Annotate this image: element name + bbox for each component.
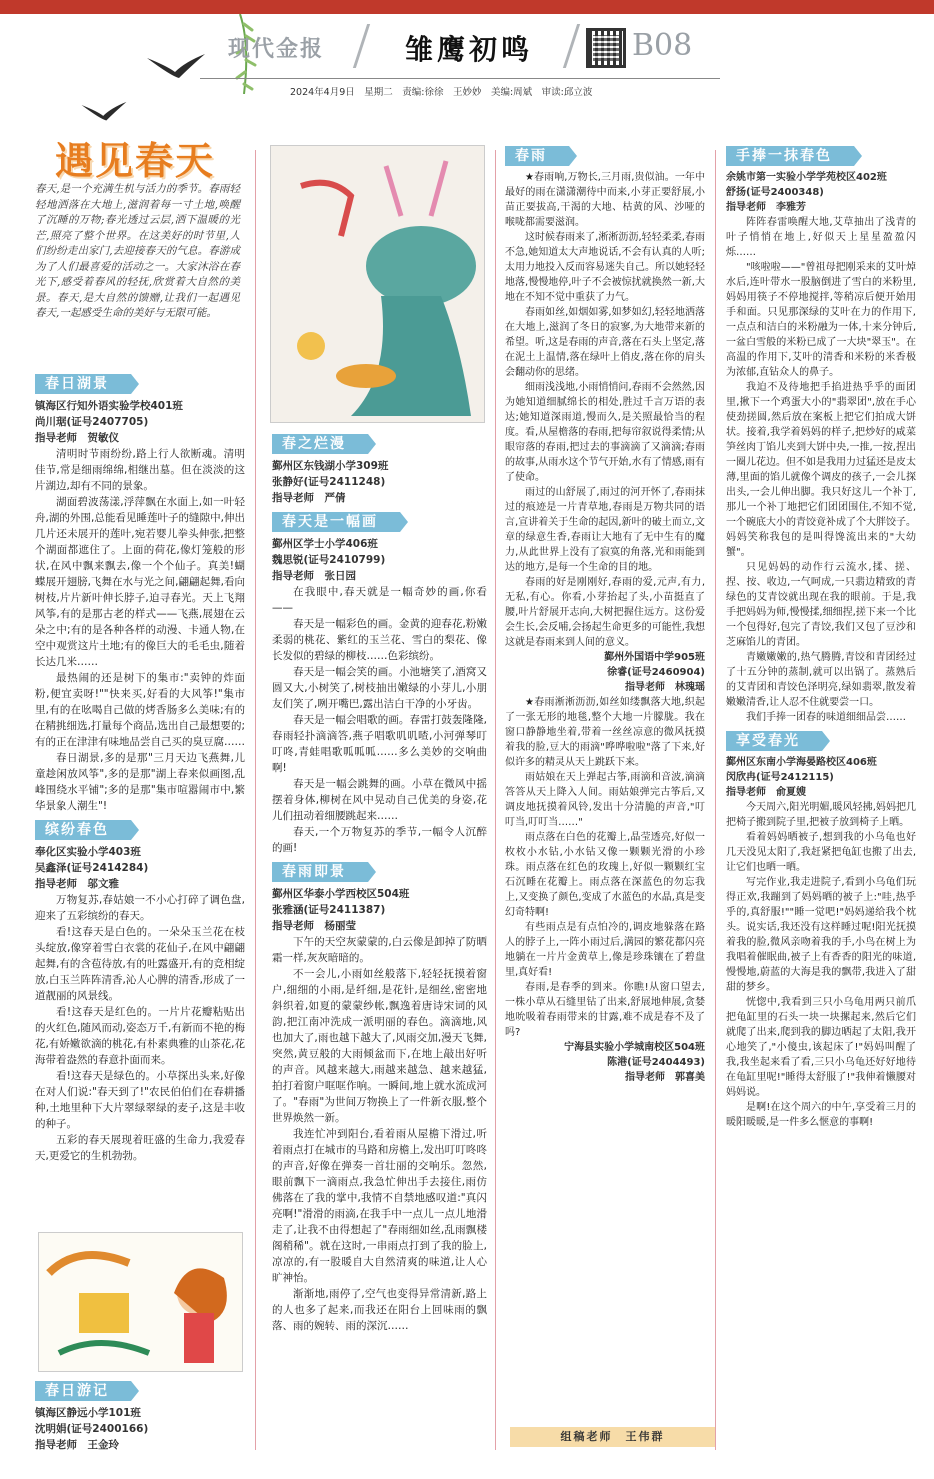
teacher: 指导老师 李雅芳 bbox=[726, 202, 806, 213]
paragraph: 春雨,是春季的到来。你瞧!从窗口望去,一株小草从石缝里钻了出来,舒展地伸展,贪婪地吮吸着春雨带来的甘露,难不成是春不及了吗? bbox=[505, 982, 705, 1038]
paragraph: 渐渐地,雨停了,空气也变得异常清新,路上的人也多了起来,而我还在阳台上回味雨的飘落、雨的婉转、雨的深沉…… bbox=[272, 1288, 487, 1332]
paragraph: 春天是一幅彩色的画。金黄的迎春花,粉嫩柔弱的桃花、紫红的玉兰花、雪白的梨花、像长发似的碧绿的柳枝……色彩缤纷。 bbox=[272, 618, 487, 662]
column-1 bbox=[35, 368, 245, 1164]
section-tag: 享受春光 bbox=[726, 731, 822, 751]
masthead-rule bbox=[200, 78, 720, 79]
teacher: 指导老师 邬文雅 bbox=[35, 878, 119, 890]
section-tag: 手捧一抹春色 bbox=[726, 146, 854, 166]
paragraph: ★春雨响,万物长,三月雨,贵似油。一年中最好的雨在潇潇潮待中而来,小芽正要舒展,小苗正要拔高,干渴的大地、枯黄的风、沙哑的喉咙都需要滋润。 bbox=[505, 172, 705, 228]
section-tag: 缤纷春色 bbox=[35, 820, 131, 840]
column-2 bbox=[272, 428, 487, 1334]
paragraph: 这时候春雨来了,淅淅沥沥,轻轻柔柔,春雨不急,她知道太大声地说话,不会有认真的人听;太用力地投入反而容易迷失自己。所以她轻轻地落,慢慢地停,叶子不会被惊扰就换然一新,大地在不知不觉中重获了力气。 bbox=[505, 232, 705, 303]
section-tag: 春雨即景 bbox=[272, 862, 368, 882]
school: 镇海区静远小学101班 bbox=[35, 1407, 141, 1419]
paragraph: 春天是一幅会笑的画。小池塘笑了,酒窝又圆又大,小树笑了,树枝抽出嫩绿的小芽儿,小朋友们笑了,咧开嘴巴,露出洁白干净的小牙齿。 bbox=[272, 666, 487, 710]
masthead bbox=[200, 22, 720, 74]
paragraph: 青嫩嫩嫩的,热气腾腾,青饺和青团经过了十五分钟的蒸制,就可以出锅了。蒸熟后的艾青团和青饺色泽明亮,绿如翡翠,散发着嫩嫩清香,让人忍不住就要尝一口。 bbox=[726, 652, 916, 708]
paragraph: 春天,一个万物复苏的季节,一幅令人沉醉的画! bbox=[272, 826, 487, 854]
column-divider bbox=[255, 150, 256, 1450]
paragraph: 细雨浅浅地,小雨悄悄问,春雨不会然然,因为她知道细腻绵长的相处,胜过千言万语的表达;她知道深雨道,慢而久,是关照最恰当的程度。看,从屋檐落的春雨,把每帘叙说得柔情;从眼帘落的春雨,把过去的事滴滴了又滴滴;春雨的故事,从雨水这个节气开始,水有了情感,雨有了使命。 bbox=[505, 382, 705, 483]
paragraph: 写完作业,我走进院子,看到小乌龟们玩得正欢,我蹦到了妈妈晒的被子上:"哇,热乎乎的,真舒服!""睡一觉吧!"妈妈递给我个枕头。说实话,我还没有这样睡过呢!阳光抚摸着我的脸,微风亲吻着我的手,小鸟在树上为我唱着催眠曲,被子上有香香的阳光的味道,慢慢地,蔚蓝的大海是我的飘带,我进入了甜甜的梦乡。 bbox=[726, 877, 916, 993]
signature-school: 鄞州外国语中学905班 bbox=[604, 652, 705, 663]
section-tag: 春天是一幅画 bbox=[272, 512, 400, 532]
paragraph: 看!这春天是红色的。一片片花瓣粘贴出的火红色,随风而动,姿态万千,有新而不艳的梅花,有娇嫩欲滴的桃花,有朴素典雅的山茶花,花海带着盎然的春意扑面而来。 bbox=[35, 1006, 245, 1066]
paragraph: 我连忙冲到阳台,看着雨从屋檐下滑过,听着雨点打在城市的马路和房檐上,发出叮叮咚咚的声音,好像在弹奏一首壮丽的交响乐。忽然,眼前飘下一滴雨点,我急忙伸出手去接住,雨仿佛落在了我的掌中,我情不自禁地感叹道:"真闪亮啊!"滑滑的雨滴,在我手中一点儿一点儿地滑走了,让我不由得想起了"春雨细如丝,乱雨飘楼阁稍稀"。就在这时,一串雨点打到了我的脸上,凉凉的,有一股暖自大自然清爽的味道,让人心旷神怡。 bbox=[272, 1128, 487, 1284]
paragraph: 恍惚中,我看到三只小乌龟用两只前爪把龟缸里的石头一块一块摞起来,然后它们就爬了出来,爬到我的脚边晒起了太阳,我开心地笑了,"小傻虫,该起床了!"妈妈叫醒了我,我坐起来看了看,三只小乌龟还好好地待在龟缸里呢!"睡得太舒服了!"我伸着懒腰对妈妈说。 bbox=[726, 997, 916, 1098]
teacher: 指导老师 杨丽莹 bbox=[272, 920, 356, 932]
artwork-spring-trip bbox=[38, 1232, 243, 1372]
paragraph: 雨过的山舒展了,雨过的河开怀了,春雨抹过的痕迹是一片青草地,春雨是万物共同的语言,宣讲着关于生命的起因,新叶的破土而立,文章的绿意生香,春雨让大地有了无中生有的魔力,从此世界上没有了寂寞的角落,光和雨能到达的地方,是每一个生命的目的地。 bbox=[505, 487, 705, 573]
author: 吴鑫泽(证号2414284) bbox=[35, 862, 149, 874]
feature-title: 遇见春天 bbox=[55, 138, 216, 183]
column-3 bbox=[505, 140, 705, 1085]
author: 闵欣冉(证号2412115) bbox=[726, 772, 834, 783]
column-divider bbox=[715, 150, 716, 1450]
masthead-divider bbox=[353, 24, 370, 68]
teacher: 指导老师 贺敏仪 bbox=[35, 432, 119, 444]
school: 鄞州区学士小学406班 bbox=[272, 538, 378, 550]
author: 尚川琚(证号2407705) bbox=[35, 416, 149, 428]
paragraph: 有些雨点是有点怕冷的,调皮地躲落在路人的脖子上,一阵小雨过后,满园的繁花都闪亮地躺在一片片金黄草上,像是珍珠镶在了碧盘里,真好看! bbox=[505, 922, 705, 978]
column-divider bbox=[495, 150, 496, 1450]
paragraph: 最热闹的还是树下的集市:"卖钟的炸面粉,便宜卖呀!""快来买,好看的大风筝!"集市里,有的在吆喝自己做的烤香肠多么美味;有的在精挑细选,打量每个商品,选出自己最想要的;有的正在津津有味地品尝自己买的臭豆腐…… bbox=[35, 672, 245, 748]
dateline: 2024年4月9日 星期二 责编:徐徐 王妙妙 美编:周斌 审读:邱立波 bbox=[290, 87, 593, 98]
article-a3 bbox=[35, 1375, 245, 1453]
artwork-deer bbox=[270, 145, 485, 423]
author: 魏思锐(证号2410799) bbox=[272, 554, 386, 566]
paragraph: 万物复苏,春姑娘一不小心打碎了调色盘,迎来了五彩缤纷的春天。 bbox=[35, 894, 245, 922]
section-tag: 春日湖景 bbox=[35, 374, 131, 394]
signature-author: 陈港(证号2404493) bbox=[607, 1057, 705, 1068]
qr-code-icon bbox=[586, 28, 626, 68]
paragraph: 春雨的好是刚刚好,春雨的爱,元声,有力,无私,有心。你看,小芽抬起了头,小苗挺直了腰,叶片舒展开志向,大树把握住远方。这份爱会生长,会反哺,会扬起生命更多的可能性,我想这就是春雨来到人间的意义。 bbox=[505, 577, 705, 648]
editor-credit: 组稿老师 王伟群 bbox=[510, 1427, 715, 1447]
signature-author: 徐睿(证号2460904) bbox=[607, 667, 705, 678]
signature-teacher: 指导老师 林瑰瑶 bbox=[625, 682, 705, 693]
paragraph: "咳啦啦——"曾祖母把刚采来的艾叶焯水后,连叶带水一股脑倒进了雪白的米粉里,妈妈用筷子不停地搅拌,等稍凉后便开始用手和面。只见那深绿的艾叶在力的作用下,一点点和洁白的米粉融为一体,十来分钟后,一盆白雪般的米粉已成了一大块"翠玉"。在高温的作用下,艾叶的清香和米粉的米香极为浓郁,直钻众人的鼻子。 bbox=[726, 262, 916, 378]
paragraph: 五彩的春天展现着旺盛的生命力,我爱春天,更爱它的生机勃勃。 bbox=[35, 1134, 245, 1162]
section-name: 雏鹰初鸣 bbox=[405, 33, 534, 66]
paper-name: 现代金报 bbox=[228, 36, 325, 62]
paragraph: 清明时节雨纷纷,路上行人欲断魂。清明佳节,常是细雨绵绵,相继出墓。但在淡淡的这片湖边,却有不同的景象。 bbox=[35, 448, 245, 492]
teacher: 指导老师 严倩 bbox=[272, 492, 346, 504]
page-number: B08 bbox=[632, 28, 693, 63]
author: 张静好(证号2411248) bbox=[272, 476, 386, 488]
paragraph: 雨姑娘在天上弹起古筝,雨滴和音波,滴滴答答从天上降入人间。雨姑娘弹完古筝后,又调皮地抚摸着风铃,发出十分清脆的声音,"叮叮当,叮叮当……" bbox=[505, 772, 705, 828]
author: 沈明娟(证号2400166) bbox=[35, 1423, 149, 1435]
author: 张雅涵(证号2411387) bbox=[272, 904, 386, 916]
paragraph: 在我眼中,春天就是一幅奇妙的画,你看—— bbox=[272, 586, 487, 614]
swallow-icon bbox=[145, 52, 207, 82]
paragraph: 看!这春天是白色的。一朵朵玉兰花在枝头绽放,像穿着雪白衣裳的花仙子,在风中翩翩起舞,有的含苞待放,有的吐露盛开,有的竞相绽放,白玉兰阵阵清香,沁人心脾的清香,形成了一道靓丽的风景线。 bbox=[35, 926, 245, 1002]
swallow-icon bbox=[80, 100, 128, 124]
paragraph: 春天是一幅会唱歌的画。春雷打鼓轰隆隆,春雨轻扑滴滴答,燕子唱歌叽叽喳,小河弹琴叮叮咚,青蛙唱歌呱呱呱……多么美妙的交响曲啊! bbox=[272, 714, 487, 774]
top-red-bar bbox=[0, 0, 934, 14]
signature-teacher: 指导老师 郭喜美 bbox=[625, 1072, 705, 1083]
paragraph: 看着妈妈晒被子,想到我的小乌龟也好几天没见太阳了,我赶紧把龟缸也搬了出去,让它们也晒一晒。 bbox=[726, 832, 916, 873]
artwork-drawing bbox=[39, 1233, 243, 1372]
paragraph: 只见妈妈的动作行云流水,揉、搓、捏、按、收边,一气呵成,一只翡边精致的青绿色的艾青饺就出现在我的眼前。于是,我手把妈妈为师,慢慢揉,细细捏,搓下来一个比一个包得好,包完了青饺,我们又包了豆沙和芝麻馅儿的青团。 bbox=[726, 562, 916, 648]
paragraph: 我们手捧一团春的味道细细品尝…… bbox=[746, 712, 906, 723]
section-tag: 春雨 bbox=[505, 146, 569, 166]
paragraph: 春雨如丝,如烟如雾,如梦如幻,轻轻地洒落在大地上,滋润了冬日的寂寥,为大地带来新的希望。听,这是春雨的声音,落在石头上坚定,落在泥土上温情,落在绿叶上俏皮,落在你的肩头会翻动你的思绪。 bbox=[505, 307, 705, 378]
paragraph: 阵阵春雷唤醒大地,艾草抽出了浅青的叶子悄悄在地上,好似天上星星盈盈闪烁…… bbox=[726, 217, 916, 258]
paragraph: 是啊!在这个周六的中午,享受着三月的暖阳暖暖,是一件多么惬意的事啊! bbox=[726, 1102, 916, 1128]
school: 镇海区行知外语实验学校401班 bbox=[35, 400, 183, 412]
paragraph: 湖面碧波荡漾,浮萍飘在水面上,如一叶轻舟,湖的外围,总能看见睡莲叶子的缝隙中,伸出几片还未展开的莲叶,宛若婴儿拳头伸张,把整个湖面都遮住了。上面的荷花,像灯笼般的形状,在风中飘来飘去,像一个个仙子。真美!蝴蝶展开翅膀,飞舞在水与光之间,翩翩起舞,看向树枝,片片新叶伸长脖子,迫寻春光。天上飞翔风筝,有的是那古老的样式——飞燕,展翅在云朵之中;有的是各种各样的动漫、卡通人物,在空中观赏这片土地;有的像巨大的毛毛虫,随着长达几米…… bbox=[35, 496, 245, 668]
school: 奉化区实验小学403班 bbox=[35, 846, 141, 858]
masthead-divider bbox=[563, 24, 580, 68]
teacher: 指导老师 张日园 bbox=[272, 570, 356, 582]
school: 鄞州区东南小学海晏路校区406班 bbox=[726, 757, 877, 768]
column-4 bbox=[726, 140, 916, 1130]
paragraph: 春天是一幅会跳舞的画。小草在微风中摇摆着身体,柳树在风中晃动自己优美的身姿,花儿们扭动着细腰跳起来…… bbox=[272, 778, 487, 822]
paragraph: 看!这春天是绿色的。小草探出头来,好像在对人们说:"春天到了!"农民伯伯们在春耕播种,土地里种下大片翠绿翠绿的麦子,这是丰收的种子。 bbox=[35, 1070, 245, 1130]
author: 舒扬(证号2400348) bbox=[726, 187, 824, 198]
teacher: 指导老师 王金玲 bbox=[35, 1439, 119, 1451]
paragraph: 今天周六,阳光明媚,暖风轻拂,妈妈把几把椅子搬到院子里,把被子放到椅子上晒。 bbox=[726, 802, 916, 828]
paragraph: 不一会儿,小雨如丝般落下,轻轻抚摸着窗户,细细的小雨,是纤细,是花针,是细丝,密密地斜织着,如夏的蒙蒙纱帐,飘逸着唐诗宋词的风韵,把江南冲洗成一派明丽的春色。滴滴地,风也加大了,雨也越下越大了,风雨交加,漫天飞舞,突然,黄豆般的大雨倾盆而下,在地上敲出好听的声音。风越来越大,雨越来越急、越来越猛,拍打着窗户哐哐作响。一瞬间,地上就水流成河了。"春雨"为世间万物换上了一件新衣服,整个世界焕然一新。 bbox=[272, 968, 487, 1124]
paragraph: 下午的天空灰蒙蒙的,白云像是卸掉了防晒霜一样,灰灰暗暗的。 bbox=[272, 936, 487, 964]
section-tag: 春日游记 bbox=[35, 1381, 131, 1401]
school: 鄞州区东钱湖小学309班 bbox=[272, 460, 389, 472]
paragraph: ★春雨淅淅沥沥,如丝如缕飘落大地,织起了一张无形的地毯,整个大地一片朦胧。我在窗口静静地坐着,带着一丝丝凉意的微风抚摸着我的脸,豆大的雨滴"哗哗啦啦"落了下来,好似许多的精灵从天上跳跃下来。 bbox=[505, 697, 705, 768]
paragraph: 雨点落在白色的花瓣上,晶莹透亮,好似一枚枚小水钻,小水钻又像一颗颗光滑的小珍珠。雨点落在红色的玫瑰上,好似一颗颗红宝石沉睡在花瓣上。雨点落在深蓝色的勿忘我上,又变换了颜色,变成了水蓝色的水晶,真是变幻奇特啊! bbox=[505, 832, 705, 918]
paragraph: 春日湖景,多的是那"三月天边飞燕舞,儿童趁闲放风筝",多的是那"湖上春来似画图,乱峰围绕水平铺";多的是那"集市喧嚣闹市中,繁华景象人潮生"! bbox=[35, 752, 245, 812]
signature-school: 宁海县实验小学城南校区504班 bbox=[564, 1042, 705, 1053]
paragraph: 我迫不及待地把手掐进热乎乎的面团里,揪下一个鸡蛋大小的"翡翠团",放在手心使劲搓圆,然后放在案板上把它们拍成大饼状。接着,我学着妈妈的样子,把炒好的咸菜笋丝肉丁馅儿夹到大饼中央,一推,一按,捏出一圈儿花边。但不如是我用力过猛还是皮太薄,里面的馅儿就像个调皮的孩子,一会儿探出头,一会儿伸出脚。我只好这儿一个补丁,那儿一个补丁地把它们团团围住,不知不觉,一个碗底大小的青饺竟补成了个大胖饺子。妈妈笑称我包的是叫得馋流出来的"大幼蟹"。 bbox=[726, 382, 916, 558]
teacher: 指导老师 俞夏嫂 bbox=[726, 787, 806, 798]
school: 鄞州区华泰小学西校区504班 bbox=[272, 888, 410, 900]
school: 余姚市第一实验小学学苑校区402班 bbox=[726, 172, 887, 183]
intro-text: 春天,是一个充满生机与活力的季节。春雨轻轻地洒落在大地上,滋润着每一寸土地,唤醒了沉睡的万物;春光透过云层,洒下温暖的光芒,照亮了整个世界。在这美好的时节里,人们纷纷走出家门,去迎接春天的气息。春游成为了人们最喜爱的活动之一。大家沐浴在春光下,感受着春风的轻抚,欣赏着大自然的美景。春天,是大自然的馈赠,让我们一起遇见春天,一起感受生命的美好与无限可能。 bbox=[35, 183, 240, 319]
artwork-drawing bbox=[271, 146, 485, 423]
section-tag: 春之烂漫 bbox=[272, 434, 368, 454]
